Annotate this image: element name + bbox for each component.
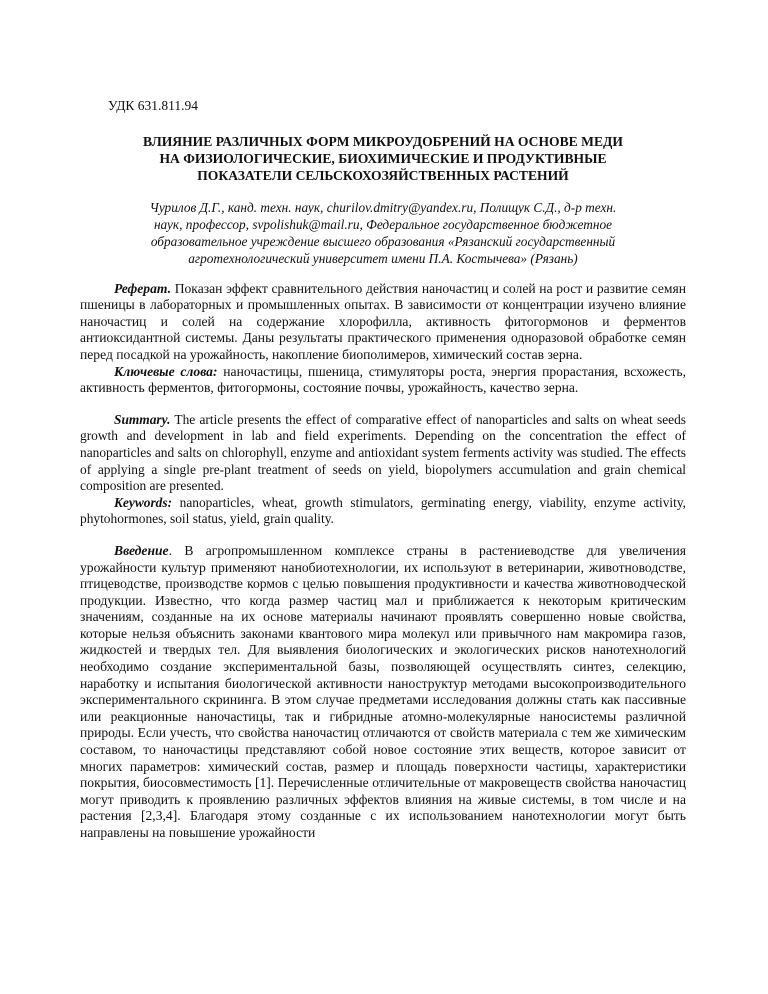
introduction-text: В агропромышленном комплексе страны в растениеводстве для увеличения урожайности культур применяют нанобиотехнологии, их используют в ветеринарии, животноводстве, птицеводстве, производстве кормов с целью повышения продуктивности и качества животноводческой продукции. Известно, что когда размер частиц мал и приближается к некоторым критическим значениям, созданные на их основе материалы начинают проявлять совершенно новые свойства, которые нельзя объяснить законами квантового мира молекул или привычного нам макромира газов, жидкостей и твердых тел. Для выявления биологических и экологических рисков нанотехнологий необходимо создание экспериментальной базы, позволяющей осуществлять синтез, селекцию, наработку и испытания биологической активности наноструктур методами высокопроизводительного экспериментального скрининга. В этом случае предметами исследования должны стать как пассивные или реакционные наночастицы, так и гибридные атомно-молекулярные наносистемы различной природы. Если учесть, что свойства наночастиц отличаются от свойств материала с тем же химическим составом, то наночастицы представляют собой новое состояние этих веществ, которое зависит от многих параметров: химический состав, размер и площадь поверхности частицы, характеристики покрытия, биосовместимость [1]. Перечисленные отличительные от макровеществ свойства наночастиц могут приводить к проявлению различных эффектов влияния на живые системы, в том числе и на растения [2,3,4]. Благодаря этому созданные с их использованием нанотехнологии могут быть направлены на повышение урожайности xyxy=(80,542,686,840)
title-line: НА ФИЗИОЛОГИЧЕСКИЕ, БИОХИМИЧЕСКИЕ И ПРОДУКТИВНЫЕ xyxy=(159,150,607,166)
authors-line: Чурилов Д.Г., канд. техн. наук, churilov.dmitry@yandex.ru, Полищук С.Д., д-р техн. xyxy=(149,199,617,215)
authors-line: агротехнологический университет имени П.А. Костычева» (Рязань) xyxy=(188,250,578,266)
abstract-ru xyxy=(80,281,686,364)
keywords-ru xyxy=(80,364,686,397)
keywords-ru-label: Ключевые слова: xyxy=(114,363,218,379)
title-line: ПОКАЗАТЕЛИ СЕЛЬСКОХОЗЯЙСТВЕННЫХ РАСТЕНИЙ xyxy=(197,167,569,183)
keywords-en-label: Keywords: xyxy=(114,494,173,510)
abstract-ru-text: Показан эффект сравнительного действия наночастиц и солей на рост и развитие семян пшеницы в лабораторных и промышленных опытах. В зависимости от концентрации изучено влияние наночастиц и солей на содержание хлорофилла, активность фитогормонов и ферментов антиоксидантной системы. Даны результаты практического применения одноразовой обработке семян перед посадкой на урожайность, накопление биополимеров, химический состав зерна. xyxy=(80,280,686,362)
udk-code: УДК 631.811.94 xyxy=(108,98,199,113)
keywords-ru-text: наночастицы, пшеница, стимуляторы роста, энергия прорастания, всхожесть, активность ферментов, фитогормоны, состояние почвы, урожайность, качество зерна. xyxy=(80,363,686,396)
abstract-en-label: Summary. xyxy=(114,411,171,427)
introduction-dot: . xyxy=(168,542,172,558)
abstract-en xyxy=(80,412,686,495)
keywords-en-text: nanoparticles, wheat, growth stimulators, germinating energy, viability, enzyme activity, phytohormones, soil status, yield, grain quality. xyxy=(80,494,686,527)
paper-page xyxy=(80,98,686,842)
spacer xyxy=(80,397,686,412)
authors-line: наук, профессор, svpolishuk@mail.ru, Федеральное государственное бюджетное xyxy=(153,216,613,232)
authors-line: образовательное учреждение высшего образования «Рязанский государственный xyxy=(150,233,616,249)
introduction-label: Введение xyxy=(114,542,169,558)
article-title xyxy=(80,133,686,184)
authors-affiliation xyxy=(80,199,686,267)
abstract-en-text: The article presents the effect of comparative effect of nanoparticles and salts on wheat seeds growth and development in lab and field experiments. Depending on the concentration the effect of nanoparticles and salts on chlorophyll, enzyme and antioxidant system ferments activity was studied. The effects of applying a single pre-plant treatment of seeds on yield, biopolymers accumulation and grain chemical composition are presented. xyxy=(80,411,686,494)
title-line: ВЛИЯНИЕ РАЗЛИЧНЫХ ФОРМ МИКРОУДОБРЕНИЙ НА ОСНОВЕ МЕДИ xyxy=(143,133,623,149)
keywords-en xyxy=(80,495,686,528)
spacer xyxy=(80,528,686,543)
abstract-ru-label: Реферат. xyxy=(114,280,172,296)
introduction-paragraph xyxy=(80,543,686,842)
